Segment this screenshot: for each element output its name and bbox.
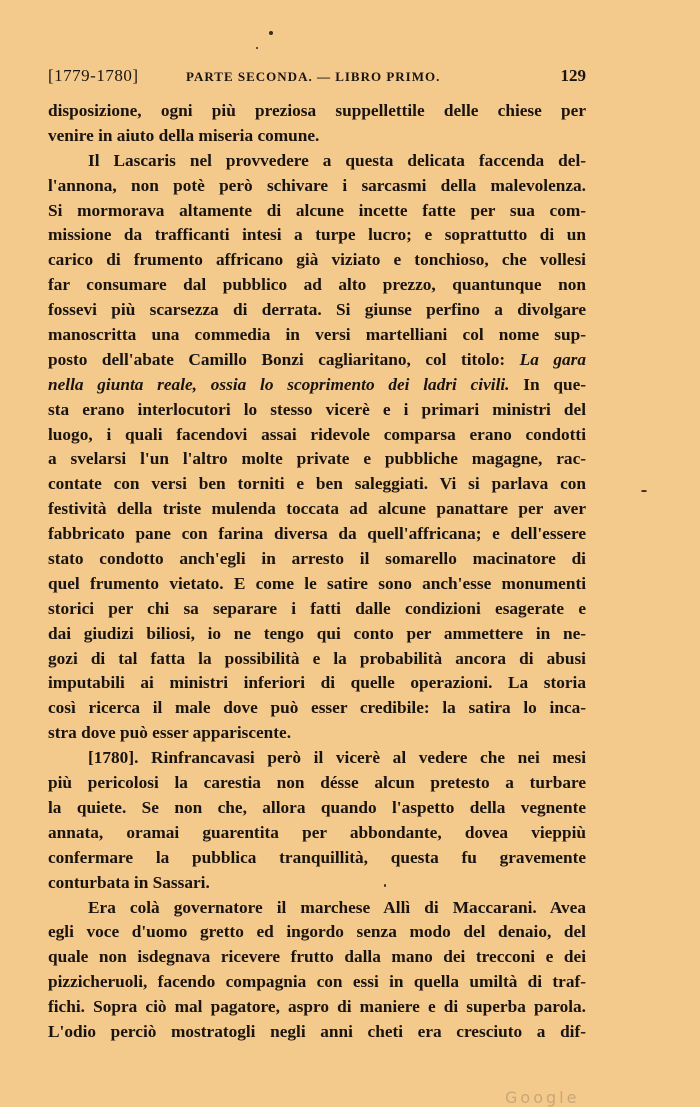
text-line [48,373,586,398]
work-title: nella giunta reale, ossia lo scoprimento dei ladri civili. [48,374,510,394]
watermark-logo: Google [505,1088,580,1107]
text-line: fichi. Sopra ciò mal pagatore, aspro di maniere e di superba parola. [48,997,586,1017]
text-line: quale non isdegnava ricevere frutto dalla mano dei trecconi e dei [48,947,586,967]
text-line: fabbricato pane con farina diversa da quell'affricana; e dell'essere [48,524,586,544]
text-line: missione da trafficanti intesi a turpe lucro; e soprattutto di un [48,225,586,245]
running-head [48,66,586,90]
text-line: confermare la pubblica tranquillità, questa fu gravemente [48,847,586,867]
header-years: [1779-1780] [48,66,139,85]
text-line: carico di frumento affricano già viziato e tonchioso, che vollesi [48,250,586,270]
text-line: far consumare dal pubblico ad alto prezzo, quantunque non [48,275,586,295]
header-section-title: PARTE SECONDA. — LIBRO PRIMO. [186,69,441,84]
text-line: Il Lascaris nel provvedere a questa delicata faccenda del- [88,150,586,170]
ink-speck [256,47,258,49]
text-line: pizzicheruoli, facendo compagnia con essi in quella umiltà di traf- [48,972,586,992]
text-line: annata, oramai guarentita per abbondante, dovea vieppiù [48,822,586,842]
text-line: contate con versi ben torniti e ben saleggiati. Vi si parlava con [48,474,586,494]
body-text [48,99,586,1045]
text-line: fossevi più scarsezza di derrata. Si giunse perfino a divolgare [48,300,586,320]
text-line: l'annona, non potè però schivare i sarcasmi della malevolenza. [48,175,586,195]
text-line: gozi di tal fatta la possibilità e la probabilità ancora di abusi [48,648,586,668]
text-line: venire in aiuto della miseria comune. [48,125,320,145]
text-line: [1780]. Rinfrancavasi però il vicerè al vedere che nei mesi [88,748,586,768]
text-line: egli voce d'uomo gretto ed ingordo senza modo del denaio, del [48,922,586,942]
text-line: manoscritta una commedia in versi martelliani col nome sup- [48,325,586,345]
text-line [48,348,586,373]
text-line: a svelarsi l'un l'altro molte private e pubbliche magagne, rac- [48,449,586,469]
text-line: stra dove può esser appariscente. [48,723,292,743]
ink-speck [269,31,273,35]
text-line: disposizione, ogni più preziosa suppellettile delle chiese per [48,101,586,120]
text-line: dai giudizi biliosi, io ne tengo qui conto per ammettere in ne- [48,623,586,643]
text-line: storici per chi sa separare i fatti dalle condizioni esagerate e [48,598,586,618]
text-line: Era colà governatore il marchese Allì di Maccarani. Avea [88,897,586,917]
text-line: imputabili ai ministri inferiori di quelle operazioni. La storia [48,673,586,693]
text-line: sta erano interlocutori lo stesso vicerè e i primari ministri del [48,399,586,419]
text-segment: In que- [509,374,586,394]
work-title: La gara [519,349,586,369]
text-line: festività della triste mulenda toccata ad alcune panattare per aver [48,499,586,519]
text-line: Si mormorava altamente di alcune incette fatte per sua com- [48,200,586,220]
text-segment: posto dell'abate Camillo Bonzi cagliaritano, col titolo: [48,349,520,369]
text-line: L'odio perciò mostratogli negli anni cheti era cresciuto a dif- [48,1021,586,1041]
page-number: 129 [560,66,586,85]
text-line: più pericolosi la carestia non désse alcun pretesto a turbare [48,773,586,793]
ink-speck [641,490,647,492]
text-line: conturbata in Sassari. [48,872,210,892]
text-line: la quiete. Se non che, allora quando l'aspetto della vegnente [48,797,586,817]
text-line: luogo, i quali facendovi assai ridevole comparsa erano condotti [48,424,586,444]
text-line: stato condotto anch'egli in arresto il somarello macinatore di [48,549,586,569]
text-line: così ricerca il male dove può esser credibile: la satira lo inca- [48,698,586,718]
text-line: quel frumento vietato. E come le satire sono anch'esse monumenti [48,573,586,593]
